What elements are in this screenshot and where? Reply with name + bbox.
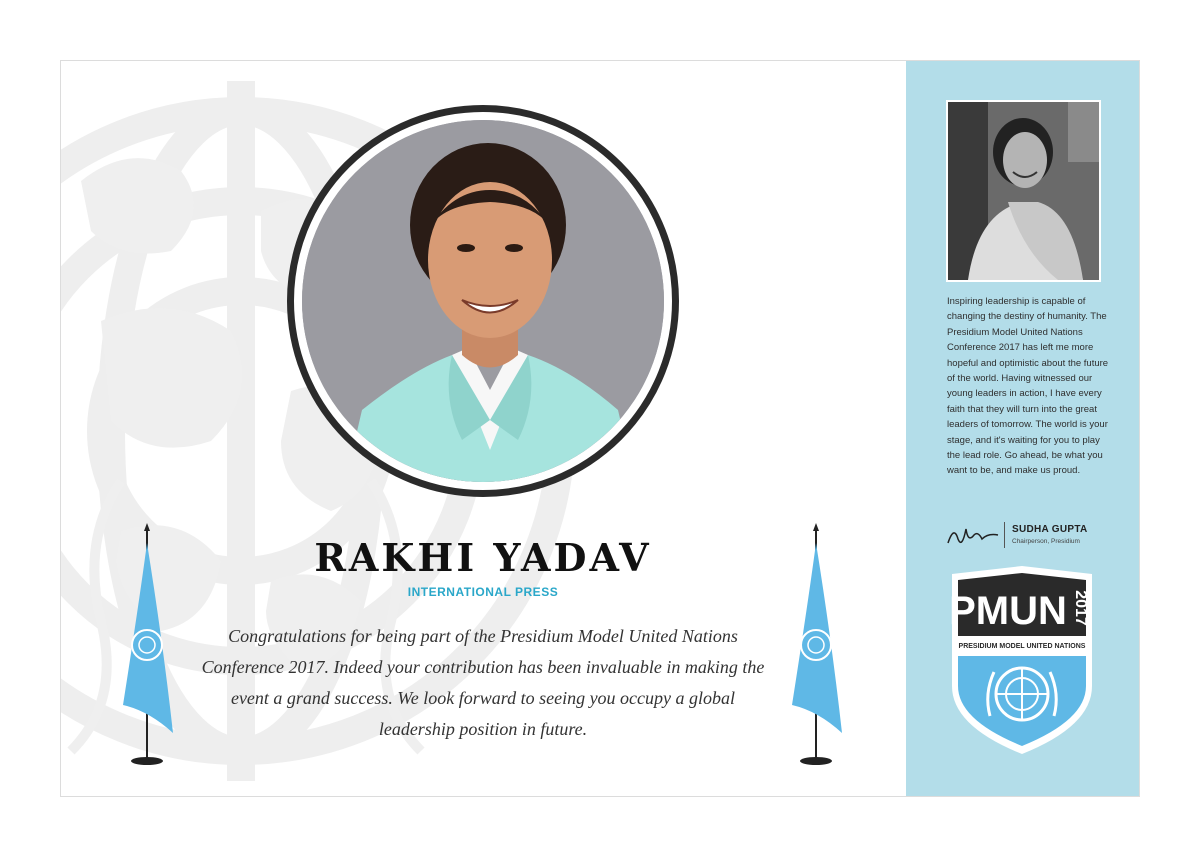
pmun-shield-logo-icon bbox=[946, 566, 1098, 756]
badge-title: PMUN bbox=[949, 589, 1067, 633]
badge-year: 2017 bbox=[1072, 590, 1089, 626]
chairperson-sidebar bbox=[906, 61, 1140, 797]
signature-divider bbox=[1004, 522, 1005, 548]
certificate-card bbox=[60, 60, 1140, 797]
chairperson-photo bbox=[946, 100, 1101, 282]
participant-role: INTERNATIONAL PRESS bbox=[407, 585, 559, 599]
signatory-name: SUDHA GUPTA bbox=[1012, 524, 1088, 535]
un-flag-icon bbox=[788, 523, 848, 771]
chairperson-quote: Inspiring leadership is capable of changing the destiny of humanity. The Presidium Model United Nations Conference 2017 has left me more hopeful and optimistic about the future of the world. Having witnessed our young leaders in action, I have every faith that they will turn into the great leaders of tomorrow. The world is your stage, and it's waiting for you to play the lead role. Go ahead, be what you want to be, and make us proud. bbox=[947, 296, 1109, 477]
un-flag-icon bbox=[119, 523, 179, 771]
participant-photo-frame bbox=[287, 105, 679, 497]
signatory-title: Chairperson, Presidium bbox=[1012, 538, 1080, 545]
signature-mark-icon bbox=[946, 521, 1001, 549]
participant-name: RAKHI YADAV bbox=[314, 535, 652, 580]
signature-block bbox=[946, 521, 1106, 551]
congratulations-message: Congratulations for being part of the Presidium Model United Nations Conference 2017. Indeed your contribution has been invaluable in making the event a grand success. We look forward to seeing you occupy a global leadership position in future. bbox=[201, 626, 765, 739]
participant-photo bbox=[302, 120, 664, 482]
badge-subtitle: PRESIDIUM MODEL UNITED NATIONS bbox=[958, 643, 1086, 650]
